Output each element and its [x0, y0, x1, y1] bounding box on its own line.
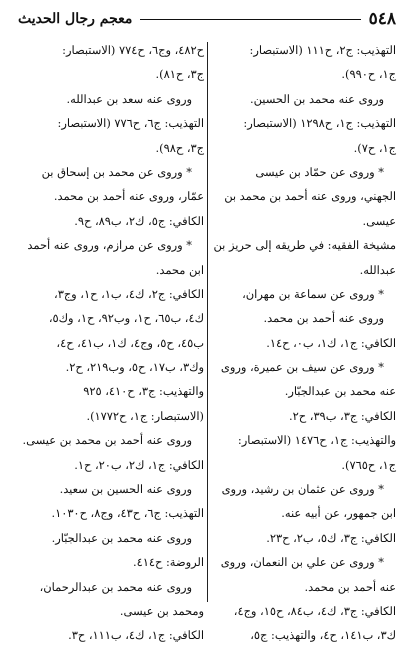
- text-line: عنه أحمد بن محمد.: [304, 579, 396, 594]
- text-line: * وروى عن علي بن النعمان، وروى: [220, 555, 384, 570]
- left-column: [18, 38, 204, 643]
- text-line: * وروى عن مرازم، وروى عنه أحمد: [27, 238, 192, 253]
- text-line: وروى عنه محمد بن عبدالجبّار.: [51, 530, 192, 545]
- column-divider: [207, 42, 208, 602]
- text-line: الكافي: ج١، ك١، ب٠، ح١٤.: [266, 335, 396, 350]
- text-line: الكافي: ج٣، ك٥، ب٢، ح٢٣.: [266, 530, 396, 545]
- text-line: ج١، ح٧٦٥).: [341, 457, 396, 472]
- text-line: * وروى عن محمد بن إسحاق بن: [41, 164, 192, 179]
- text-line: عيسى.: [362, 213, 396, 228]
- text-line: التهذيب: ج٦، ح٤٣، وج٨، ح١٠٣٠.: [51, 506, 204, 521]
- text-line: الكافي: ج٢، ك٤، ب١، ح١، وج٣،: [54, 286, 204, 301]
- text-line: ومحمد بن عيسى.: [119, 603, 204, 618]
- text-line: ج١، ح٩٩٠).: [341, 67, 396, 82]
- text-line: وروى عنه محمد بن الحسين.: [250, 91, 384, 106]
- text-line: وروى عنه أحمد بن محمد.: [263, 311, 384, 326]
- text-line: الكافي: ج١، ك٤، ب١١١، ح٣.: [68, 628, 204, 643]
- text-line: الكافي: ج٣، ب٣٩، ح٢.: [289, 408, 396, 423]
- text-line: وروى عنه سعد بن عبدالله.: [66, 91, 192, 106]
- text-line: ابن محمد.: [155, 262, 204, 277]
- text-line: ج٣، ح٨١).: [155, 67, 204, 82]
- text-line: وك٣، ب١٧، ح٥، وب٢١٩، ح٢.: [65, 360, 204, 375]
- right-column: [210, 38, 396, 643]
- header-rule: [140, 19, 360, 20]
- text-line: التهذيب: ج٢، ح١١١ (الاستبصار:: [249, 43, 396, 57]
- text-line: * وروى عن سيف بن عميرة، وروى: [220, 360, 384, 375]
- text-line: مشيخة الفقيه: في طريقه إلى حريز بن: [213, 238, 396, 253]
- text-line: وروى عنه محمد بن عبدالرحمان،: [39, 579, 192, 594]
- page-number: ٥٤٨: [368, 9, 396, 29]
- text-line: ج١، ح٧).: [353, 140, 396, 155]
- text-line: ك٣، ب١٤١، ح٤، والتهذيب: ج٥،: [250, 628, 396, 643]
- running-title: معجم رجال الحديث: [18, 11, 133, 27]
- text-line: الكافي: ج٥، ك٢، ب٨٩، ح٩.: [74, 213, 204, 228]
- text-line: الجهني، وروى عنه أحمد بن محمد بن: [224, 189, 396, 204]
- text-line: عنه محمد بن عبدالجبّار.: [284, 384, 396, 399]
- text-line: ابن جمهور، عن أبيه عنه.: [281, 506, 396, 521]
- text-line: الروضة: ح٤١٤.: [133, 555, 204, 570]
- text-line: والتهذيب: ج٣، ح٤١٠، ٩٢٥: [83, 384, 204, 399]
- text-line: عمّار، وروى عنه أحمد بن محمد.: [53, 189, 204, 204]
- text-line: ح٤٨٢، وج٦، ح٧٧٤ (الاستبصار:: [62, 43, 204, 57]
- text-line: ك٤، ب٦٥، ح١، وب٩٢، ح١، وك٥،: [48, 311, 204, 326]
- page-header: [18, 6, 396, 32]
- text-line: الكافي: ج٣، ك٤، ب٨٤، ح١٥، وج٤،: [233, 603, 396, 618]
- text-columns: [18, 38, 396, 643]
- text-line: التهذيب: ج١، ح١٢٩٨ (الاستبصار:: [243, 116, 396, 131]
- text-line: الكافي: ج١، ك٢، ب٢٠، ح١.: [74, 457, 204, 472]
- text-line: وروى عنه أحمد بن محمد بن عيسى.: [22, 433, 192, 448]
- text-line: عبدالله.: [359, 262, 396, 277]
- text-line: * وروى عن سماعة بن مهران،: [242, 286, 384, 301]
- text-line: * وروى عن حمّاد بن عيسى: [255, 164, 384, 179]
- text-line: والتهذيب: ج١، ح١٤٧٦ (الاستبصار:: [237, 433, 396, 448]
- text-line: ب٤٥، ح٥، وج٤، ك١، ب٤١، ح٤،: [56, 335, 204, 350]
- text-line: (الاستبصار: ج١، ح١٧٧٢).: [86, 408, 204, 423]
- text-line: ج٣، ح٩٨).: [155, 140, 204, 155]
- text-line: وروى عنه الحسين بن سعيد.: [59, 482, 192, 497]
- text-line: التهذيب: ج٦، ح٧٧٦ (الاستبصار:: [57, 116, 204, 131]
- text-line: * وروى عن عثمان بن رشيد، وروى: [221, 482, 384, 497]
